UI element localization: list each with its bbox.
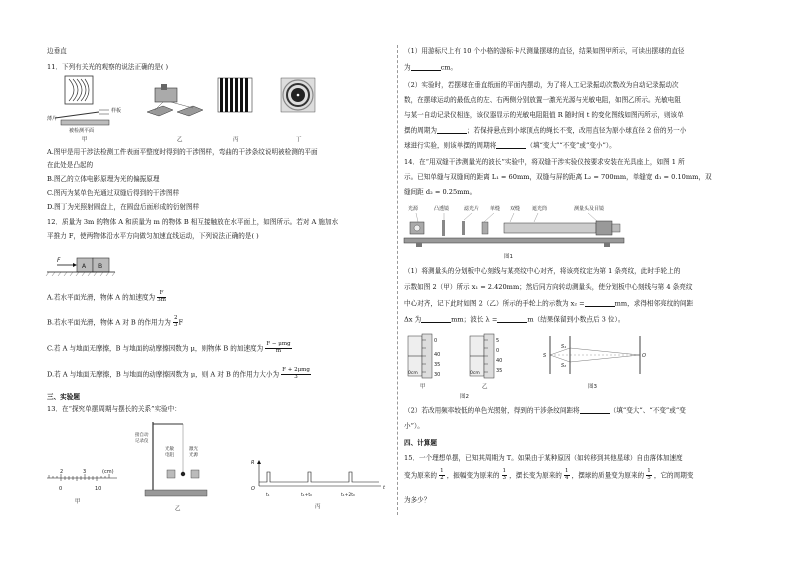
q11-fig-a bbox=[47, 76, 121, 143]
label-tested-plane: 被检测平面 bbox=[69, 128, 95, 134]
q11-figures bbox=[47, 76, 395, 143]
fig-d-caption: 丁 bbox=[296, 137, 302, 143]
q14-fig2-fig3 bbox=[404, 330, 664, 400]
q12-option-d: D.若 A 与地面无摩擦，B 与地面的动摩擦因数为 μ，则 A 对 B 的作用力大小为 $\frac{\text{F + 2μmg}}{3}$ bbox=[47, 367, 310, 380]
q11-option-c: C.图丙为某单色光通过双缝后得到的干涉图样 bbox=[47, 189, 180, 197]
q11-fig-c bbox=[218, 78, 252, 143]
svg-text:R: R bbox=[251, 460, 255, 466]
svg-text:凸透镜: 凸透镜 bbox=[434, 206, 450, 212]
answer-blank-fringe[interactable] bbox=[580, 407, 610, 414]
svg-text:35: 35 bbox=[434, 362, 441, 368]
fig2-a-micrometer bbox=[408, 334, 440, 390]
section-3-heading: 三、实验题 bbox=[47, 393, 80, 401]
svg-text:5: 5 bbox=[496, 338, 500, 344]
answer-blank-dx[interactable] bbox=[421, 316, 451, 323]
svg-text:40: 40 bbox=[434, 352, 441, 358]
fig2-b-micrometer bbox=[470, 334, 502, 390]
q14-line2: 示。已知单缝与双缝间的距离 L₁ = 60mm，双缝与屏的距离 L₂ = 700mm，单缝宽 d₁ = 0.10mm，双 bbox=[404, 173, 712, 181]
svg-text:乙: 乙 bbox=[482, 384, 488, 390]
q13-1-line2: 为 cm。 bbox=[404, 63, 458, 72]
q15-line1: 15．一个理想单摆，已知其周期为 T。如果由于某种原因（如转移到其他星球）自由落体加速度 bbox=[404, 454, 683, 462]
fig-b-caption: 乙 bbox=[177, 137, 183, 143]
answer-blank-diameter[interactable] bbox=[411, 64, 441, 71]
svg-text:测量头及目镜: 测量头及目镜 bbox=[574, 206, 605, 212]
q11-option-a: A.图甲是用干涉法检测工件表面平整度时得到的干涉图样，弯曲的干涉条纹说明被检测的平面 bbox=[47, 148, 318, 156]
block-a-label: A bbox=[82, 263, 87, 270]
svg-text:30: 30 bbox=[434, 372, 441, 378]
svg-text:光源: 光源 bbox=[189, 453, 198, 458]
svg-text:t₁+2t₀: t₁+2t₀ bbox=[341, 493, 355, 498]
svg-text:光敏: 光敏 bbox=[165, 447, 174, 452]
q11-stem: 11．下列有关光的观察的说法正确的是( ) bbox=[47, 63, 169, 71]
fig3-double-slit bbox=[543, 336, 646, 390]
fig3-caption: 图3 bbox=[588, 384, 597, 390]
svg-text:S: S bbox=[543, 353, 547, 359]
vernier-unit: (cm) bbox=[102, 469, 114, 475]
svg-text:0: 0 bbox=[434, 338, 438, 344]
svg-text:S₁: S₁ bbox=[561, 344, 567, 350]
q11-option-b: B.图乙的立体电影原理为光的偏振原理 bbox=[47, 175, 160, 183]
fig-c-caption-q13: 丙 bbox=[315, 504, 321, 510]
svg-text:O: O bbox=[251, 486, 255, 492]
q13-2-line2: 数，在摆球运动的最低点的左、右两侧分别放置一激光光源与光敏电阻，如图乙所示。光敏电阻 bbox=[404, 96, 681, 104]
q12-stem-1: 12．质量为 3m 的物体 A 和质量为 m 的物体 B 相互接触放在水平面上，如图所示。若对 A 施加水 bbox=[47, 218, 339, 226]
q15-line3: 为多少？ bbox=[404, 496, 431, 504]
q12-figure bbox=[47, 254, 117, 280]
svg-text:t: t bbox=[383, 485, 385, 491]
q14-1-line1: （1）将测量头的分划板中心刻线与某亮纹中心对齐，将该亮纹定为第 1 条亮纹，此时手轮上的 bbox=[404, 267, 681, 275]
answer-blank-lambda[interactable] bbox=[497, 316, 527, 323]
svg-text:40: 40 bbox=[496, 358, 503, 364]
svg-text:双缝: 双缝 bbox=[510, 206, 521, 212]
svg-text:单缝: 单缝 bbox=[490, 206, 501, 212]
block-b-label: B bbox=[98, 263, 103, 270]
svg-text:甲: 甲 bbox=[420, 384, 426, 390]
svg-text:记录仪: 记录仪 bbox=[135, 439, 149, 444]
q14-1-line4: Δx 为 mm；波长 λ = m（结果保留到小数点后 3 位）。 bbox=[404, 315, 625, 324]
svg-text:激光: 激光 bbox=[189, 447, 198, 452]
label-thin-plate: 薄片 bbox=[47, 116, 58, 122]
svg-text:0cm: 0cm bbox=[470, 371, 480, 376]
q11-option-a-cont: 在此处是凸起的 bbox=[47, 161, 94, 169]
svg-text:35: 35 bbox=[496, 368, 503, 374]
q14-fig1-bench bbox=[404, 204, 764, 260]
fig-c-caption: 丙 bbox=[233, 137, 239, 143]
force-label: F bbox=[57, 257, 61, 264]
q12-stem-2: 平推力 F，使两物体沿水平方向做匀加速直线运动，下列说法正确的是( ) bbox=[47, 232, 259, 240]
q13-2-line5: 球进行实验，则该单摆的周期将 （填“变大”“不变”或“变小”）。 bbox=[404, 141, 616, 150]
q11-fig-b bbox=[147, 84, 203, 143]
fig-a-caption: 甲 bbox=[82, 137, 88, 143]
q13-fig-c-graph bbox=[251, 460, 386, 510]
section-4-heading: 四、计算题 bbox=[404, 439, 437, 447]
column-divider bbox=[397, 45, 398, 515]
q14-2-line1: （2）若改用频率较低的单色光照射，得到的干涉条纹间距将 （填“变大”、“不变”或“变 bbox=[404, 406, 686, 415]
svg-text:光源: 光源 bbox=[408, 206, 419, 212]
q13-figures bbox=[47, 420, 387, 512]
answer-blank-period[interactable] bbox=[437, 127, 467, 134]
q13-fig-a-vernier bbox=[47, 469, 117, 505]
q14-1-line2: 示数如图 2（甲）所示 x₁ = 2.420mm；然后同方向转动测量头，使分划板中心刻线与第 4 条亮纹 bbox=[404, 283, 693, 291]
svg-text:t₁: t₁ bbox=[266, 493, 270, 498]
q12-option-a: A.若水平面光滑，物体 A 的加速度为 $\frac{F}{3m}$ bbox=[47, 290, 166, 303]
svg-text:O: O bbox=[642, 353, 646, 359]
vernier-bottom-10: 10 bbox=[95, 486, 102, 492]
fig-b-caption-q13: 乙 bbox=[175, 506, 181, 512]
q10-tail: 边垂直 bbox=[47, 47, 67, 55]
svg-text:遮光筒: 遮光筒 bbox=[532, 206, 548, 212]
q13-fig-b-setup bbox=[135, 422, 207, 512]
q12-option-b: B.若水平面光滑，物体 A 对 B 的作用力为 $\frac{2}{3}$ F bbox=[47, 315, 184, 328]
answer-blank-period-change[interactable] bbox=[496, 142, 526, 149]
svg-text:电阻: 电阻 bbox=[165, 453, 174, 458]
svg-text:S₂: S₂ bbox=[561, 363, 567, 369]
q14-line3: 缝间距 d₂ = 0.25mm。 bbox=[404, 188, 477, 196]
answer-blank-x2[interactable] bbox=[585, 300, 615, 307]
fig2-caption: 图2 bbox=[460, 394, 469, 400]
q13-stem: 13．在“探究单摆周期与摆长的关系”实验中： bbox=[47, 405, 181, 413]
svg-text:滤光片: 滤光片 bbox=[464, 206, 480, 212]
q11-fig-d bbox=[281, 78, 315, 143]
q13-2-line1: （2）实验时，若摆球在垂直纸面的平面内摆动，为了将人工记录振动次数改为自动记录振动次 bbox=[404, 81, 679, 89]
q14-line1: 14．在“用双缝干涉测量光的波长”实验中，将双缝干涉实验仪按要求安装在光具座上，如图 1 所 bbox=[404, 158, 685, 166]
svg-text:t₁+t₀: t₁+t₀ bbox=[301, 493, 312, 498]
vernier-top-2: 2 bbox=[60, 469, 64, 475]
svg-text:接自动: 接自动 bbox=[135, 433, 149, 438]
vernier-top-3: 3 bbox=[83, 469, 87, 475]
fig-a-caption-q13: 甲 bbox=[75, 499, 81, 505]
q14-2-line2: 小”）。 bbox=[404, 422, 424, 430]
q13-1-line1: （1）用游标尺上有 10 个小格的游标卡尺测量摆球的直径，结果如图甲所示，可读出摆球的直径 bbox=[404, 47, 685, 55]
q14-1-line3: 中心对齐，记下此时如图 2（乙）所示的手轮上的示数为 x₂ = mm，求得相邻亮纹的间距 bbox=[404, 299, 694, 308]
svg-text:0: 0 bbox=[496, 348, 500, 354]
q15-line2: 变为原来的 $\frac{1}{2}$ ，振幅变为原来的 $\frac{1}{3}$ ，摆长变为原来的 $\frac{1}{4}$ ，摆球的质量变为原来的 $\frac{1}{5}$ ，它的周期变 bbox=[404, 468, 694, 481]
q11-option-d: D.图丁为光照射圆盘上，在圆盘后面形成的衍射图样 bbox=[47, 203, 200, 211]
label-sample: 样板 bbox=[111, 108, 122, 114]
vernier-bottom-0: 0 bbox=[59, 486, 63, 492]
svg-text:0cm: 0cm bbox=[408, 371, 418, 376]
q13-2-line3: 与某一自动记录仪相连，该仪器显示的光敏电阻阻值 R 随时间 t 的变化图线如图丙所示，则该单 bbox=[404, 111, 684, 119]
q13-2-line4: 摆的周期为 ；若保持悬点到小球顶点的绳长不变，改用直径为原小球直径 2 倍的另一小 bbox=[404, 126, 687, 135]
q12-option-c: C.若 A 与地面无摩擦，B 与地面的动摩擦因数为 μ，则物体 B 的加速度为 $\frac{\text{F − μmg}}{m}$ bbox=[47, 341, 291, 354]
fig1-caption: 图1 bbox=[504, 254, 513, 260]
